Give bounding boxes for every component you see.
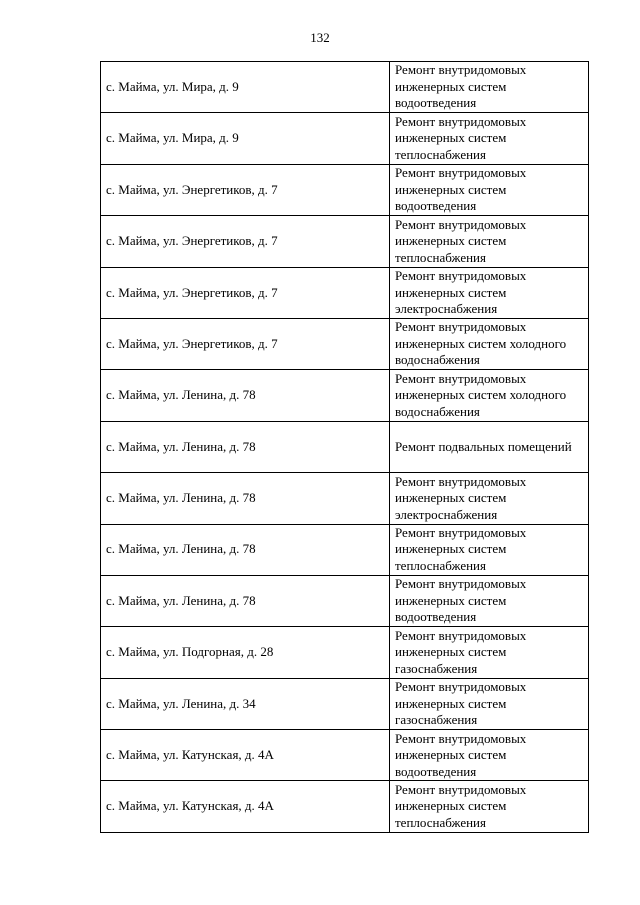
work-cell xyxy=(390,678,589,729)
work-cell xyxy=(390,216,589,267)
table-row xyxy=(101,113,589,164)
address-cell: с. Майма, ул. Энергетиков, д. 7 xyxy=(101,267,390,318)
table-row xyxy=(101,421,589,472)
address-cell: с. Майма, ул. Ленина, д. 78 xyxy=(101,421,390,472)
work-cell xyxy=(390,164,589,215)
work-text: Ремонт внутридомовых инженерных систем водоотведения xyxy=(395,62,527,111)
work-text: Ремонт внутридомовых инженерных систем водоотведения xyxy=(395,730,527,779)
work-cell xyxy=(390,627,589,678)
table-row xyxy=(101,678,589,729)
address-cell: с. Майма, ул. Подгорная, д. 28 xyxy=(101,627,390,678)
address-cell: с. Майма, ул. Ленина, д. 78 xyxy=(101,370,390,421)
address-cell: с. Майма, ул. Энергетиков, д. 7 xyxy=(101,216,390,267)
work-cell xyxy=(390,730,589,781)
work-text: Ремонт внутридомовых инженерных систем водоотведения xyxy=(395,576,527,625)
address-cell: с. Майма, ул. Катунская, д. 4А xyxy=(101,730,390,781)
page-number: 132 xyxy=(310,30,330,45)
address-cell: с. Майма, ул. Ленина, д. 78 xyxy=(101,575,390,626)
work-cell xyxy=(390,370,589,421)
address-cell: с. Майма, ул. Энергетиков, д. 7 xyxy=(101,164,390,215)
work-cell xyxy=(390,473,589,524)
work-text: Ремонт внутридомовых инженерных систем теплоснабжения xyxy=(395,781,527,830)
work-cell xyxy=(390,267,589,318)
work-text: Ремонт подвальных помещений xyxy=(395,438,572,454)
table-row xyxy=(101,164,589,215)
work-cell xyxy=(390,113,589,164)
address-cell: с. Майма, ул. Катунская, д. 4А xyxy=(101,781,390,832)
address-cell: с. Майма, ул. Ленина, д. 78 xyxy=(101,524,390,575)
table-row xyxy=(101,575,589,626)
work-text: Ремонт внутридомовых инженерных систем холодного водоснабжения xyxy=(395,319,567,368)
table-row xyxy=(101,318,589,369)
table-row xyxy=(101,473,589,524)
work-text: Ремонт внутридомовых инженерных систем газоснабжения xyxy=(395,627,527,676)
table-row xyxy=(101,267,589,318)
table-row xyxy=(101,62,589,113)
work-text: Ремонт внутридомовых инженерных систем электроснабжения xyxy=(395,268,527,316)
table-row xyxy=(101,370,589,421)
address-cell: с. Майма, ул. Ленина, д. 34 xyxy=(101,678,390,729)
work-cell xyxy=(390,575,589,626)
work-text: Ремонт внутридомовых инженерных систем теплоснабжения xyxy=(395,524,527,573)
work-cell xyxy=(390,318,589,369)
work-text: Ремонт внутридомовых инженерных систем газоснабжения xyxy=(395,679,527,728)
address-cell: с. Майма, ул. Мира, д. 9 xyxy=(101,113,390,164)
address-cell: с. Майма, ул. Мира, д. 9 xyxy=(101,62,390,113)
table-row xyxy=(101,627,589,678)
work-text: Ремонт внутридомовых инженерных систем теплоснабжения xyxy=(395,113,527,162)
work-cell xyxy=(390,524,589,575)
table-row xyxy=(101,524,589,575)
work-text: Ремонт внутридомовых инженерных систем теплоснабжения xyxy=(395,216,527,265)
work-cell xyxy=(390,781,589,832)
table-row xyxy=(101,781,589,832)
work-text: Ремонт внутридомовых инженерных систем водоотведения xyxy=(395,165,527,214)
work-text: Ремонт внутридомовых инженерных систем холодного водоснабжения xyxy=(395,370,567,419)
work-text: Ремонт внутридомовых инженерных систем электроснабжения xyxy=(395,473,527,522)
address-cell: с. Майма, ул. Ленина, д. 78 xyxy=(101,473,390,524)
table-row xyxy=(101,216,589,267)
table-row xyxy=(101,730,589,781)
address-cell: с. Майма, ул. Энергетиков, д. 7 xyxy=(101,318,390,369)
works-table xyxy=(100,61,589,833)
work-cell xyxy=(390,62,589,113)
work-cell xyxy=(390,421,589,472)
